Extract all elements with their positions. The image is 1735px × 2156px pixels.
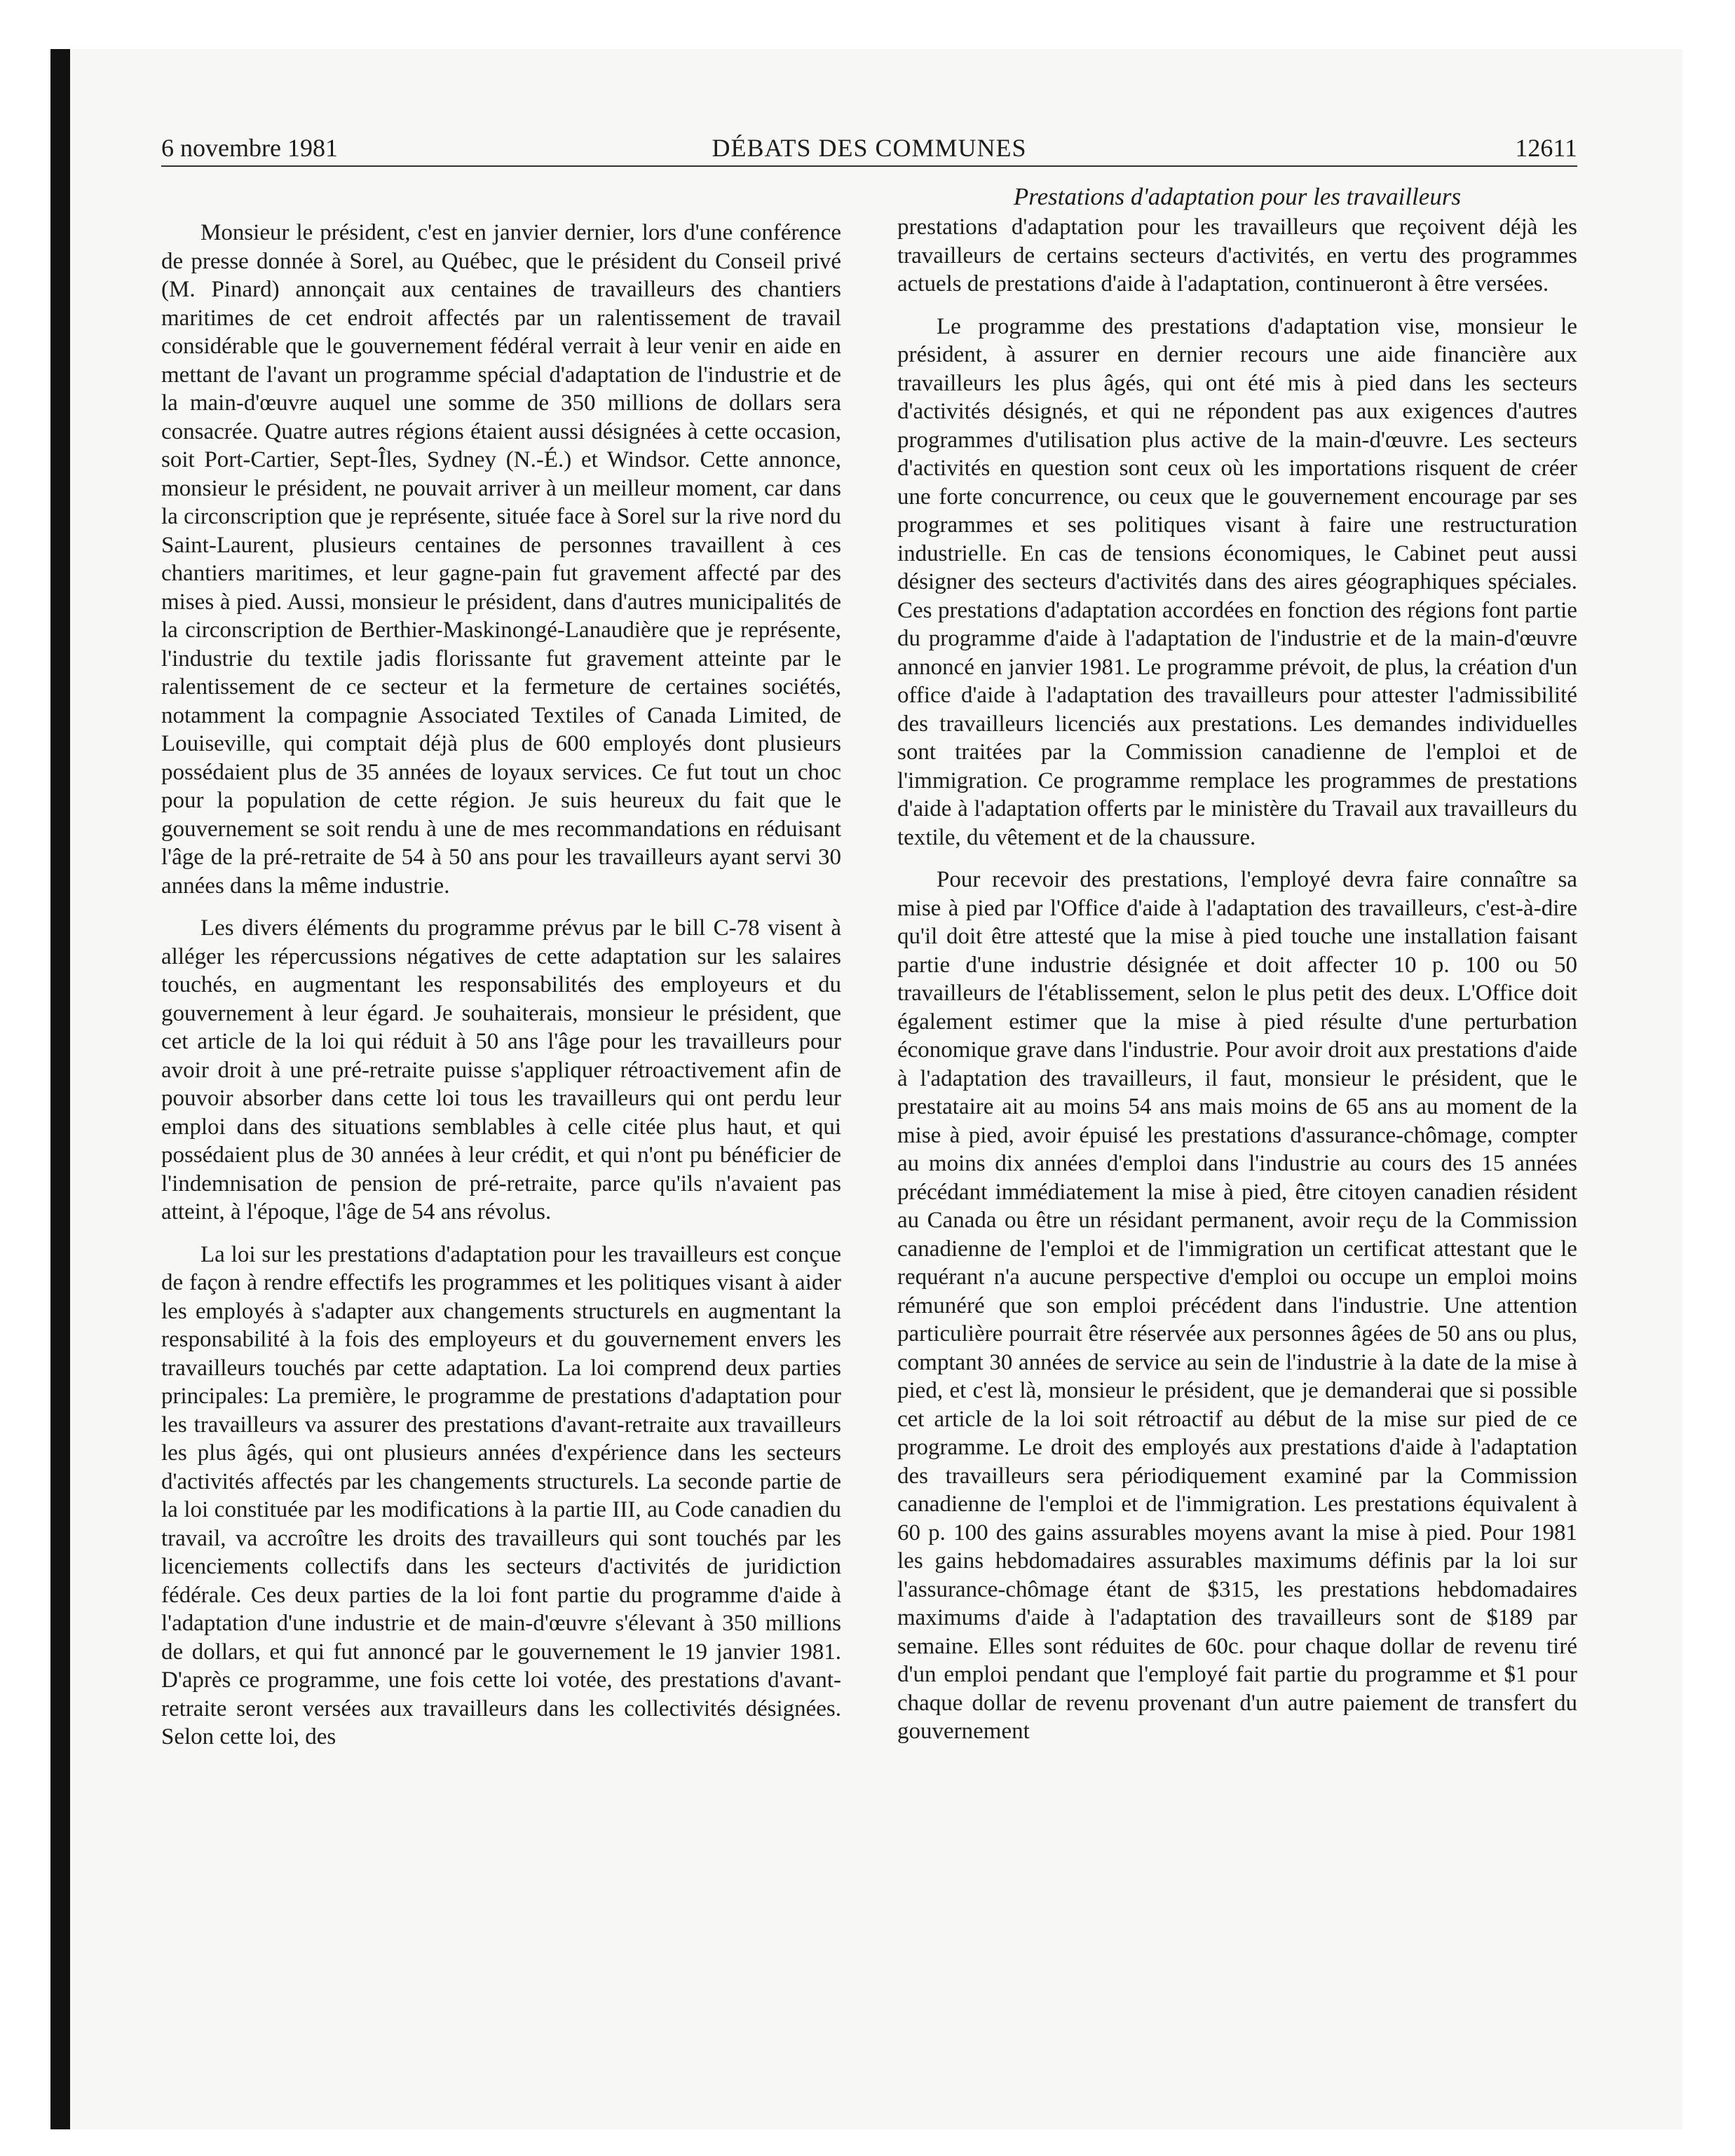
page-number: 12611 [1515, 134, 1577, 162]
paragraph: Le programme des prestations d'adaptation vise, monsieur le président, à assurer en dernier recours une aide financière aux travailleurs les plus âgés, qui ont été mis à pied dans les secteurs d'activités désignés, et qui ne répondent pas aux exigences d'autres programmes d'utilisation plus active de la main-d'œuvre. Les secteurs d'activités en question sont ceux où les importations risquent de créer une forte concurrence, ou ceux que le gouvernement encourage par ses programmes et ses politiques visant à faire une restructuration industrielle. En cas de tensions économiques, le Cabinet peut aussi désigner des secteurs d'activités dans des aires géographiques spéciales. Ces prestations d'adaptation accordées en fonction des régions font partie du programme d'aide à l'adaptation de l'industrie et de la main-d'œuvre annoncé en janvier 1981. Le programme prévoit, de plus, la création d'un office d'aide à l'adaptation des travailleurs pour attester l'admissibilité des travailleurs licenciés aux prestations. Les demandes individuelles sont traitées par la Commission canadienne de l'emploi et de l'immigration. Ce programme remplace les programmes de prestations d'aide à l'adaptation offerts par le ministère du Travail aux travailleurs du textile, du vêtement et de la chaussure. [897, 313, 1577, 850]
left-column [161, 219, 841, 1766]
header-rule [161, 165, 1577, 167]
paragraph: Pour recevoir des prestations, l'employé devra faire connaître sa mise à pied par l'Office d'aide à l'adaptation des travailleurs, c'est-à-dire qu'il doit être attesté que la mise à pied touche une installation faisant partie d'une industrie désignée et doit affecter 10 p. 100 ou 50 travailleurs de l'établissement, selon le plus petit des deux. L'Office doit également estimer que la mise à pied résulte d'une perturbation économique grave dans l'industrie. Pour avoir droit aux prestations d'aide à l'adaptation des travailleurs, il faut, monsieur le président, que le prestataire ait au moins 54 ans mais moins de 65 ans au moment de la mise à pied, avoir épuisé les prestations d'assurance-chômage, compter au moins dix années d'emploi dans l'industrie au cours des 15 années précédant immédiatement la mise à pied, être citoyen canadien résident au Canada ou être un résidant permanent, avoir reçu de la Commission canadienne de l'emploi et de l'immigration un certificat attestant que le requérant n'a aucune perspective d'emploi ou occupe un emploi moins rémunéré que son emploi précédent dans l'industrie. Une attention particulière pourrait être réservée aux personnes âgées de 50 ans ou plus, comptant 30 années de service au sein de l'industrie à la date de la mise à pied, et c'est là, monsieur le président, que je demanderai que si possible cet article de la loi soit rétroactif au début de la mise sur pied de ce programme. Le droit des employés aux prestations d'aide à l'adaptation des travailleurs sera périodiquement examiné par la Commission canadienne de l'emploi et de l'immigration. Les prestations équivalent à 60 p. 100 des gains assurables moyens avant la mise à pied. Pour 1981 les gains hebdomadaires assurables maximums définis par la loi sur l'assurance-chômage étant de $315, les prestations hebdomadaires maximums d'aide à l'adaptation des travailleurs sont de $189 par semaine. Elles sont réduites de 60c. pour chaque dollar de revenu tiré d'un emploi pendant que l'employé fait partie du programme et $1 pour chaque dollar de revenu provenant d'un autre paiement de transfert du gouvernement [897, 867, 1577, 1744]
header-title: DÉBATS DES COMMUNES [712, 134, 1027, 162]
right-column [897, 213, 1577, 1760]
paragraph-continued: prestations d'adaptation pour les travailleurs que reçoivent déjà les travailleurs de certains secteurs d'activités, en vertu des programmes actuels de prestations d'aide à l'adaptation, continueront à être versées. [897, 214, 1577, 296]
section-subtitle: Prestations d'adaptation pour les travailleurs [1013, 183, 1462, 210]
paragraph: La loi sur les prestations d'adaptation pour les travailleurs est conçue de façon à rendre effectifs les programmes et les politiques visant à aider les employés à s'adapter aux changements structurels en augmentant la responsabilité à la fois des employeurs et du gouvernement envers les travailleurs touchés par cette adaptation. La loi comprend deux parties principales: La première, le programme de prestations d'adaptation pour les travailleurs va assurer des prestations d'avant-retraite aux travailleurs les plus âgés, qui ont plusieurs années d'expérience dans les secteurs d'activités affectés par les changements structurels. La seconde partie de la loi constituée par les modifications à la partie III, au Code canadien du travail, va accroître les droits des travailleurs qui sont touchés par les licenciements collectifs dans les secteurs d'activités de juridiction fédérale. Ces deux parties de la loi font partie du programme d'aide à l'adaptation d'une industrie et de main-d'œuvre s'élevant à 350 millions de dollars, et qui fut annoncé par le gouvernement le 19 janvier 1981. D'après ce programme, une fois cette loi votée, des prestations d'avant-retraite seront versées aux travailleurs dans les collectivités désignées. Selon cette loi, des [161, 1241, 841, 1749]
running-header [161, 128, 1577, 168]
header-date: 6 novembre 1981 [161, 134, 338, 162]
scan-edge-shadow [50, 49, 70, 2129]
paragraph: Monsieur le président, c'est en janvier dernier, lors d'une conférence de presse donnée à Sorel, au Québec, que le président du Conseil privé (M. Pinard) annonçait aux centaines de travailleurs des chantiers maritimes de cet endroit affectés par un ralentissement de travail considérable que le gouvernement fédéral verrait à leur venir en aide en mettant de l'avant un programme spécial d'adaptation de l'industrie et de la main-d'œuvre auquel une somme de 350 millions de dollars sera consacrée. Quatre autres régions étaient aussi désignées à cette occasion, soit Port-Cartier, Sept-Îles, Sydney (N.-É.) et Windsor. Cette annonce, monsieur le président, ne pouvait arriver à un meilleur moment, car dans la circonscription que je représente, située face à Sorel sur la rive nord du Saint-Laurent, plusieurs centaines de personnes travaillent à ces chantiers maritimes, et leur gagne-pain fut gravement affecté par des mises à pied. Aussi, monsieur le président, dans d'autres municipalités de la circonscription de Berthier-Maskinongé-Lanaudière que je représente, l'industrie du textile jadis florissante fut gravement atteinte par le ralentissement de ce secteur et la fermeture de certaines sociétés, notamment la compagnie Associated Textiles of Canada Limited, de Louiseville, qui comptait déjà plus de 600 employés dont plusieurs possédaient plus de 35 années de loyaux services. Ce fut tout un choc pour la population de cette région. Je suis heureux du fait que le gouvernement se soit rendu à une de mes recommandations en réduisant l'âge de la pré-retraite de 54 à 50 ans pour les travailleurs ayant servi 30 années dans la même industrie. [161, 220, 841, 899]
paragraph: Les divers éléments du programme prévus par le bill C-78 visent à alléger les répercussions négatives de cette adaptation sur les salaires touchés, en augmentant les responsabilités des employeurs et du gouvernement à leur égard. Je souhaiterais, monsieur le président, que cet article de la loi qui réduit à 50 ans l'âge pour les travailleurs pour avoir droit à une pré-retraite puisse s'appliquer rétroactivement afin de pouvoir absorber dans cette loi tous les travailleurs qui ont perdu leur emploi dans des situations semblables à celle citée plus haut, et qui possédaient plus de 30 années à leur crédit, et qui n'ont pu bénéficier de l'indemnisation de pension de pré-retraite, parce qu'ils n'avaient pas atteint, à l'époque, l'âge de 54 ans révolus. [161, 915, 841, 1224]
